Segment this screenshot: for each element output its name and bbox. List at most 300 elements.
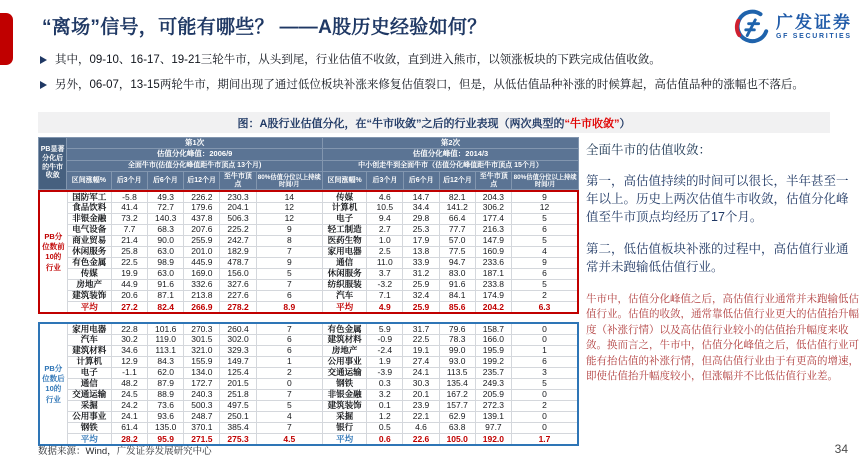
value-cell: 24.5 bbox=[111, 389, 147, 400]
block-label: PB分位数后10的行业 bbox=[39, 323, 67, 445]
column-header: 至牛市顶点 bbox=[476, 171, 512, 190]
column-header: 后3个月 bbox=[111, 171, 147, 190]
value-cell: 68.3 bbox=[148, 224, 184, 235]
value-cell: 3.2 bbox=[367, 389, 403, 400]
value-cell: 72.7 bbox=[148, 202, 184, 213]
section1-peak: 估值分化峰值：2006/9 bbox=[67, 149, 323, 160]
value-cell: 500.3 bbox=[184, 400, 220, 411]
industry-name: 公用事业 bbox=[323, 356, 367, 367]
value-cell: 6 bbox=[256, 334, 322, 345]
industry-name: 休闲服务 bbox=[323, 268, 367, 279]
value-cell: 79.6 bbox=[439, 323, 475, 334]
value-cell: 0 bbox=[511, 411, 578, 422]
value-cell: 174.9 bbox=[475, 290, 511, 301]
value-cell: 82.1 bbox=[439, 191, 475, 202]
value-cell: 240.3 bbox=[184, 389, 220, 400]
value-cell: 33.9 bbox=[403, 257, 439, 268]
industry-name: 汽车 bbox=[323, 290, 367, 301]
value-cell: 216.3 bbox=[475, 224, 511, 235]
value-cell: 272.3 bbox=[475, 400, 511, 411]
value-cell: 90.0 bbox=[148, 235, 184, 246]
industry-name: 房地产 bbox=[67, 279, 111, 290]
industry-row bbox=[39, 290, 578, 301]
value-cell: 22.5 bbox=[403, 334, 439, 345]
value-cell: 25.8 bbox=[111, 246, 147, 257]
value-cell: 226.2 bbox=[184, 191, 220, 202]
page-number: 34 bbox=[834, 442, 848, 456]
data-source: 数据来源：Wind，广发证券发展研究中心 bbox=[38, 446, 212, 457]
value-cell: 177.4 bbox=[475, 213, 511, 224]
industry-name: 房地产 bbox=[323, 345, 367, 356]
value-cell: 255.9 bbox=[184, 235, 220, 246]
value-cell: 29.8 bbox=[403, 213, 439, 224]
commentary-red-note: 牛市中，估值分化峰值之后，高估值行业通常并未跑输低估值行业。估值的收敛，通常靠低估值行业更大的估值抬升幅度（补涨行情）以及高估值行业较小的估值抬升幅度来收敛。换而言之，牛市中，估值分化峰值之后，低估值行业可能有抬估值的补涨行情，但高估值行业由于有更高的增速，即使估值抬升幅度较小，但涨幅并不比低估值行业差。 bbox=[586, 292, 859, 383]
value-cell: 14 bbox=[256, 191, 322, 202]
value-cell: 321.0 bbox=[184, 345, 220, 356]
value-cell: 93.0 bbox=[439, 356, 475, 367]
value-cell: 2 bbox=[511, 290, 578, 301]
bullet-list bbox=[40, 52, 842, 101]
value-cell: 30.3 bbox=[403, 378, 439, 389]
value-cell: 478.7 bbox=[220, 257, 256, 268]
value-cell: 77.5 bbox=[439, 246, 475, 257]
value-cell: 169.0 bbox=[184, 268, 220, 279]
value-cell: 1.9 bbox=[367, 356, 403, 367]
value-cell: 20.6 bbox=[111, 290, 147, 301]
value-cell: 3.7 bbox=[367, 268, 403, 279]
value-cell: 370.1 bbox=[184, 422, 220, 433]
value-cell: 31.7 bbox=[403, 323, 439, 334]
industry-name: 纺织服装 bbox=[323, 279, 367, 290]
value-cell: 99.0 bbox=[439, 345, 475, 356]
block-gap bbox=[38, 314, 579, 322]
industry-name: 平均 bbox=[67, 433, 111, 445]
industry-name: 非银金融 bbox=[67, 213, 111, 224]
value-cell: 179.6 bbox=[184, 202, 220, 213]
value-cell: 213.8 bbox=[184, 290, 220, 301]
value-cell: 201.0 bbox=[184, 246, 220, 257]
value-cell: 4 bbox=[256, 411, 322, 422]
value-cell: 3 bbox=[511, 367, 578, 378]
value-cell: 9 bbox=[511, 257, 578, 268]
logo-name-en: GF SECURITIES bbox=[776, 32, 852, 40]
value-cell: 12.9 bbox=[111, 356, 147, 367]
value-cell: 20.1 bbox=[403, 389, 439, 400]
industry-name: 家用电器 bbox=[67, 323, 111, 334]
value-cell: 7 bbox=[256, 323, 322, 334]
value-cell: 205.9 bbox=[475, 389, 511, 400]
value-cell: 242.7 bbox=[220, 235, 256, 246]
value-cell: 13.8 bbox=[403, 246, 439, 257]
value-cell: 4.6 bbox=[403, 422, 439, 433]
industry-name: 通信 bbox=[67, 378, 111, 389]
caption-prefix: 图：A股行业估值分化，在“牛市收敛”之后的行业表现（两次典型的 bbox=[237, 117, 565, 130]
value-cell: 204.2 bbox=[475, 301, 511, 313]
value-cell: 25.3 bbox=[403, 224, 439, 235]
industry-name: 轻工制造 bbox=[323, 224, 367, 235]
value-cell: 4 bbox=[511, 246, 578, 257]
column-header-row bbox=[39, 171, 579, 190]
value-cell: 6 bbox=[511, 224, 578, 235]
value-cell: 88.9 bbox=[148, 389, 184, 400]
table-header bbox=[38, 137, 579, 190]
value-cell: 302.0 bbox=[220, 334, 256, 345]
logo-text bbox=[776, 13, 852, 41]
value-cell: 172.7 bbox=[184, 378, 220, 389]
value-cell: 0.6 bbox=[367, 433, 403, 445]
value-cell: 73.6 bbox=[148, 400, 184, 411]
value-cell: 139.1 bbox=[475, 411, 511, 422]
table-caption bbox=[38, 112, 830, 133]
value-cell: 28.2 bbox=[111, 433, 147, 445]
value-cell: 201.5 bbox=[220, 378, 256, 389]
bullet-item bbox=[40, 77, 842, 94]
industry-row bbox=[39, 400, 578, 411]
value-cell: 5 bbox=[256, 400, 322, 411]
section2-desc: 中小创走牛到全面牛市（估值分化峰值距牛市顶点 15个月） bbox=[323, 160, 579, 171]
industry-name: 计算机 bbox=[67, 356, 111, 367]
value-cell: 5 bbox=[511, 279, 578, 290]
value-cell: 9 bbox=[511, 191, 578, 202]
industry-name: 非银金融 bbox=[323, 389, 367, 400]
value-cell: 5 bbox=[511, 235, 578, 246]
accent-bar bbox=[0, 13, 13, 65]
value-cell: 1.2 bbox=[367, 411, 403, 422]
value-cell: 25.9 bbox=[403, 279, 439, 290]
industry-name: 平均 bbox=[323, 433, 367, 445]
value-cell: 73.2 bbox=[111, 213, 147, 224]
value-cell: 1.7 bbox=[511, 433, 578, 445]
value-cell: 225.2 bbox=[220, 224, 256, 235]
value-cell: 85.6 bbox=[439, 301, 475, 313]
industry-name: 食品饮料 bbox=[67, 202, 111, 213]
caption-suffix: ） bbox=[619, 117, 631, 130]
value-cell: 5.9 bbox=[367, 323, 403, 334]
industry-name: 电气设备 bbox=[67, 224, 111, 235]
column-header: 后3个月 bbox=[367, 171, 403, 190]
value-cell: 87.9 bbox=[148, 378, 184, 389]
value-cell: 5 bbox=[511, 378, 578, 389]
value-cell: 1.0 bbox=[367, 235, 403, 246]
industry-name: 平均 bbox=[323, 301, 367, 313]
column-header: 区间涨幅% bbox=[67, 171, 111, 190]
value-cell: 0 bbox=[511, 323, 578, 334]
company-logo bbox=[732, 8, 852, 46]
value-cell: 275.3 bbox=[220, 433, 256, 445]
industry-name: 有色金属 bbox=[323, 323, 367, 334]
industry-name: 交通运输 bbox=[67, 389, 111, 400]
value-cell: 27.2 bbox=[111, 301, 147, 313]
industry-name: 采掘 bbox=[323, 411, 367, 422]
value-cell: 63.0 bbox=[148, 268, 184, 279]
value-cell: 230.3 bbox=[220, 191, 256, 202]
industry-row bbox=[39, 389, 578, 400]
value-cell: 7 bbox=[256, 279, 322, 290]
industry-row bbox=[39, 334, 578, 345]
value-cell: 66.4 bbox=[439, 213, 475, 224]
value-cell: -0.9 bbox=[367, 334, 403, 345]
value-cell: 24.1 bbox=[403, 367, 439, 378]
value-cell: 204.1 bbox=[220, 202, 256, 213]
value-cell: 135.4 bbox=[439, 378, 475, 389]
logo-name-cn: 广发证券 bbox=[776, 13, 852, 33]
section1-desc: 全面牛市(估值分化峰值距牛市顶点 13个月) bbox=[67, 160, 323, 171]
value-cell: 1 bbox=[256, 356, 322, 367]
value-cell: 61.4 bbox=[111, 422, 147, 433]
value-cell: 437.8 bbox=[184, 213, 220, 224]
value-cell: 195.9 bbox=[475, 345, 511, 356]
value-cell: 199.2 bbox=[475, 356, 511, 367]
column-header: 区间涨幅% bbox=[323, 171, 367, 190]
value-cell: 8.9 bbox=[256, 301, 322, 313]
value-cell: 7 bbox=[256, 389, 322, 400]
value-cell: 0.1 bbox=[367, 400, 403, 411]
industry-name: 电子 bbox=[323, 213, 367, 224]
value-cell: 22.6 bbox=[403, 433, 439, 445]
value-cell: 4.5 bbox=[256, 433, 322, 445]
value-cell: 34.6 bbox=[111, 345, 147, 356]
value-cell: -3.9 bbox=[367, 367, 403, 378]
value-cell: 27.4 bbox=[403, 356, 439, 367]
value-cell: -1.1 bbox=[111, 367, 147, 378]
value-cell: 10.5 bbox=[367, 202, 403, 213]
arrow-bullet-icon bbox=[40, 81, 47, 89]
industry-name: 交通运输 bbox=[323, 367, 367, 378]
value-cell: 207.6 bbox=[184, 224, 220, 235]
value-cell: 0 bbox=[511, 422, 578, 433]
value-cell: 30.2 bbox=[111, 334, 147, 345]
value-cell: 7 bbox=[256, 246, 322, 257]
valuation-table bbox=[38, 137, 579, 446]
industry-row bbox=[39, 345, 578, 356]
value-cell: 49.3 bbox=[148, 191, 184, 202]
value-cell: 134.0 bbox=[184, 367, 220, 378]
caption-highlight: “牛市收敛” bbox=[564, 117, 620, 130]
value-cell: 9.4 bbox=[367, 213, 403, 224]
industry-row bbox=[39, 367, 578, 378]
industry-row bbox=[39, 191, 578, 202]
value-cell: 7.1 bbox=[367, 290, 403, 301]
value-cell: 182.9 bbox=[220, 246, 256, 257]
value-cell: 249.3 bbox=[475, 378, 511, 389]
value-cell: 6.3 bbox=[511, 301, 578, 313]
value-cell: 57.0 bbox=[439, 235, 475, 246]
value-cell: 6 bbox=[256, 290, 322, 301]
value-cell: 24.1 bbox=[111, 411, 147, 422]
commentary-para-2: 第二，低估值板块补涨的过程中，高估值行业通常并未跑输低估值行业。 bbox=[586, 242, 849, 274]
value-cell: 278.2 bbox=[220, 301, 256, 313]
value-cell: 12 bbox=[256, 213, 322, 224]
value-cell: 31.2 bbox=[403, 268, 439, 279]
value-cell: -3.2 bbox=[367, 279, 403, 290]
industry-name: 传媒 bbox=[67, 268, 111, 279]
value-cell: 94.7 bbox=[439, 257, 475, 268]
industry-name: 家用电器 bbox=[323, 246, 367, 257]
value-cell: 113.5 bbox=[439, 367, 475, 378]
value-cell: 84.3 bbox=[148, 356, 184, 367]
value-cell: 306.2 bbox=[475, 202, 511, 213]
industry-name: 银行 bbox=[323, 422, 367, 433]
value-cell: 6 bbox=[256, 345, 322, 356]
value-cell: 22.8 bbox=[111, 323, 147, 334]
industry-row bbox=[39, 422, 578, 433]
industry-row bbox=[39, 323, 578, 334]
bullet-item bbox=[40, 52, 842, 69]
value-cell: 251.8 bbox=[220, 389, 256, 400]
value-cell: 0 bbox=[511, 334, 578, 345]
value-cell: -5.8 bbox=[111, 191, 147, 202]
value-cell: 41.4 bbox=[111, 202, 147, 213]
value-cell: 0 bbox=[256, 378, 322, 389]
industry-name: 商业贸易 bbox=[67, 235, 111, 246]
value-cell: 147.9 bbox=[475, 235, 511, 246]
value-cell: 105.0 bbox=[439, 433, 475, 445]
value-cell: 44.9 bbox=[111, 279, 147, 290]
top10-block bbox=[38, 190, 579, 314]
industry-name: 电子 bbox=[67, 367, 111, 378]
value-cell: 192.0 bbox=[475, 433, 511, 445]
value-cell: 22.1 bbox=[403, 411, 439, 422]
industry-row bbox=[39, 246, 578, 257]
value-cell: 6 bbox=[511, 268, 578, 279]
value-cell: 270.3 bbox=[184, 323, 220, 334]
industry-name: 计算机 bbox=[323, 202, 367, 213]
value-cell: 32.4 bbox=[403, 290, 439, 301]
value-cell: 82.4 bbox=[148, 301, 184, 313]
value-cell: 6 bbox=[511, 356, 578, 367]
industry-name: 国防军工 bbox=[67, 191, 111, 202]
value-cell: 7.7 bbox=[111, 224, 147, 235]
page-title: “离场”信号，可能有哪些？ ——A股历史经验如何？ bbox=[42, 17, 487, 38]
value-cell: 19.9 bbox=[111, 268, 147, 279]
value-cell: 97.7 bbox=[475, 422, 511, 433]
value-cell: 125.4 bbox=[220, 367, 256, 378]
value-cell: 22.5 bbox=[111, 257, 147, 268]
value-cell: 78.3 bbox=[439, 334, 475, 345]
value-cell: 385.4 bbox=[220, 422, 256, 433]
value-cell: 233.8 bbox=[475, 279, 511, 290]
value-cell: 140.3 bbox=[148, 213, 184, 224]
value-cell: 506.3 bbox=[220, 213, 256, 224]
value-cell: 266.9 bbox=[184, 301, 220, 313]
value-cell: 235.7 bbox=[475, 367, 511, 378]
value-cell: 63.8 bbox=[439, 422, 475, 433]
value-cell: 155.9 bbox=[184, 356, 220, 367]
value-cell: 119.0 bbox=[148, 334, 184, 345]
value-cell: 17.9 bbox=[403, 235, 439, 246]
section2-round: 第2次 bbox=[323, 138, 579, 149]
industry-row bbox=[39, 213, 578, 224]
value-cell: 5 bbox=[511, 213, 578, 224]
value-cell: 8 bbox=[256, 235, 322, 246]
industry-name: 通信 bbox=[323, 257, 367, 268]
value-cell: 327.6 bbox=[220, 279, 256, 290]
block-body-1 bbox=[39, 323, 578, 445]
value-cell: 156.0 bbox=[220, 268, 256, 279]
value-cell: 233.6 bbox=[475, 257, 511, 268]
commentary-heading: 全面牛市的估值收敛： bbox=[586, 143, 712, 157]
commentary-panel bbox=[586, 140, 860, 385]
value-cell: 248.7 bbox=[184, 411, 220, 422]
bullet-text: 另外，06-07，13-15两轮牛市，期间出现了通过低位板块补涨来修复估值裂口，但是，从低估值品种补涨的时候算起，高估值品种的涨幅也不落后。 bbox=[55, 78, 804, 91]
value-cell: 0 bbox=[511, 389, 578, 400]
column-header: 后6个月 bbox=[147, 171, 183, 190]
industry-name: 汽车 bbox=[67, 334, 111, 345]
industry-name: 建筑装饰 bbox=[67, 290, 111, 301]
value-cell: 301.5 bbox=[184, 334, 220, 345]
bottom10-block bbox=[38, 322, 579, 446]
bullet-text: 其中，09-10、16-17、19-21三轮牛市，从头到尾，行业估值不收敛，直到进入熊市，以领涨板块的下跌完成估值收敛。 bbox=[55, 54, 661, 66]
value-cell: 187.1 bbox=[475, 268, 511, 279]
value-cell: 2.7 bbox=[367, 224, 403, 235]
industry-name: 休闲服务 bbox=[67, 246, 111, 257]
industry-row bbox=[39, 411, 578, 422]
industry-row bbox=[39, 356, 578, 367]
value-cell: 91.6 bbox=[439, 279, 475, 290]
block-label: PB分位数前10的行业 bbox=[39, 191, 67, 313]
value-cell: 167.2 bbox=[439, 389, 475, 400]
column-header: 后12个月 bbox=[439, 171, 475, 190]
section1-round: 第1次 bbox=[67, 138, 323, 149]
value-cell: 0.3 bbox=[367, 378, 403, 389]
value-cell: 445.9 bbox=[184, 257, 220, 268]
value-cell: 62.9 bbox=[439, 411, 475, 422]
value-cell: 250.1 bbox=[220, 411, 256, 422]
industry-name: 钢铁 bbox=[67, 422, 111, 433]
value-cell: 23.9 bbox=[403, 400, 439, 411]
industry-row bbox=[39, 378, 578, 389]
value-cell: 91.6 bbox=[148, 279, 184, 290]
value-cell: 271.5 bbox=[184, 433, 220, 445]
block-body-0 bbox=[39, 191, 578, 313]
value-cell: 158.7 bbox=[475, 323, 511, 334]
value-cell: 25.9 bbox=[403, 301, 439, 313]
value-cell: 62.0 bbox=[148, 367, 184, 378]
value-cell: 204.3 bbox=[475, 191, 511, 202]
value-cell: 9 bbox=[256, 257, 322, 268]
value-cell: 101.6 bbox=[148, 323, 184, 334]
value-cell: 141.2 bbox=[439, 202, 475, 213]
value-cell: 7 bbox=[256, 422, 322, 433]
value-cell: -2.4 bbox=[367, 345, 403, 356]
column-header: 后6个月 bbox=[403, 171, 439, 190]
value-cell: 1 bbox=[511, 345, 578, 356]
value-cell: 12 bbox=[256, 202, 322, 213]
industry-row bbox=[39, 235, 578, 246]
value-cell: 48.2 bbox=[111, 378, 147, 389]
value-cell: 24.2 bbox=[111, 400, 147, 411]
value-cell: 2 bbox=[256, 367, 322, 378]
industry-name: 钢铁 bbox=[323, 378, 367, 389]
value-cell: 4.6 bbox=[367, 191, 403, 202]
industry-name: 传媒 bbox=[323, 191, 367, 202]
value-cell: 166.0 bbox=[475, 334, 511, 345]
column-header: 80%估值分位以上持续时间/月 bbox=[256, 171, 323, 190]
column-header: 后12个月 bbox=[184, 171, 220, 190]
value-cell: 11.0 bbox=[367, 257, 403, 268]
industry-row bbox=[39, 268, 578, 279]
industry-name: 建筑材料 bbox=[67, 345, 111, 356]
corner-header: PB显著分化后的牛市收敛 bbox=[39, 138, 67, 190]
value-cell: 34.4 bbox=[403, 202, 439, 213]
industry-row bbox=[39, 279, 578, 290]
arrow-bullet-icon bbox=[40, 56, 47, 64]
value-cell: 260.4 bbox=[220, 323, 256, 334]
value-cell: 12 bbox=[511, 202, 578, 213]
column-header: 80%估值分位以上持续时间/月 bbox=[512, 171, 579, 190]
value-cell: 21.4 bbox=[111, 235, 147, 246]
industry-row bbox=[39, 224, 578, 235]
